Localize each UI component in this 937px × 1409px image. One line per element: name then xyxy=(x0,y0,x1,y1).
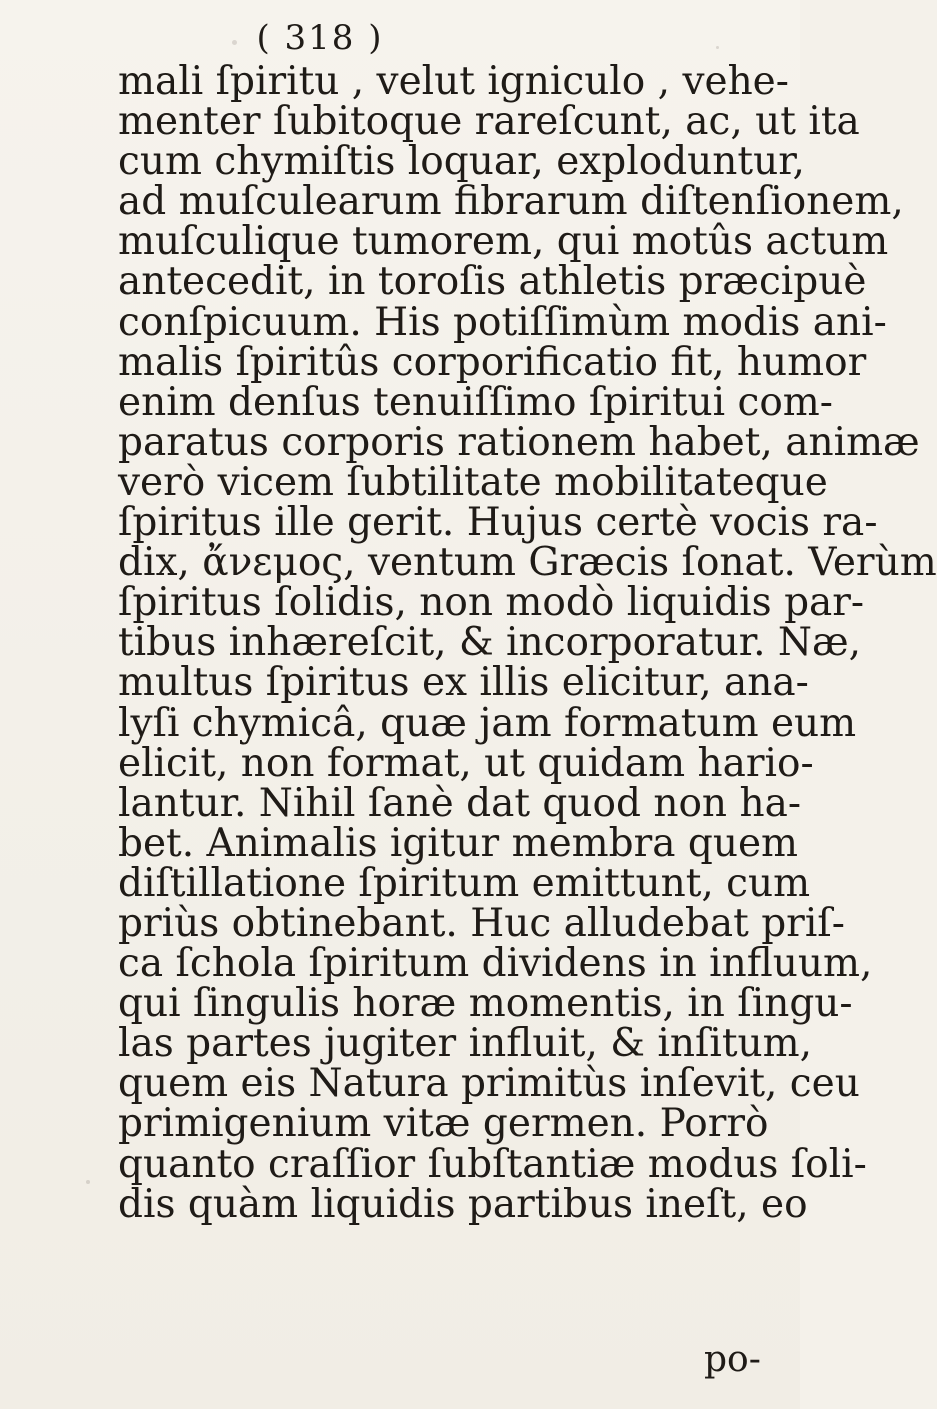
text-line: verò vicem ſubtilitate mobilitateque xyxy=(118,459,828,505)
text-line: mali ſpiritu , velut igniculo , vehe- xyxy=(118,59,789,104)
text-line: diſtillatione ſpiritum emittunt, cum xyxy=(118,860,811,906)
text-line: ſpiritus ille gerit. Hujus certè vocis ra- xyxy=(118,500,878,546)
text-line: priùs obtinebant. Huc alludebat priſ- xyxy=(118,900,845,946)
text-line: conſpicuum. His potiſſimùm modis ani- xyxy=(118,299,887,345)
text-line: bet. Animalis igitur membra quem xyxy=(118,820,799,866)
page-header xyxy=(0,18,800,58)
text-line: elicit, non format, ut quidam hario- xyxy=(118,740,814,786)
text-line: paratus corporis rationem habet, animæ xyxy=(118,419,920,465)
catchword: po- xyxy=(704,1339,761,1380)
text-line: qui ſingulis horæ momentis, in ſingu- xyxy=(118,981,853,1027)
text-line: lantur. Nihil ſanè dat quod non ha- xyxy=(118,780,801,826)
text-line: multus ſpiritus ex illis elicitur, ana- xyxy=(118,660,809,706)
text-line: muſculique tumorem, qui motûs actum xyxy=(118,219,889,265)
text-line: quanto craſſior ſubſtantiæ modus ſoli- xyxy=(118,1141,867,1187)
text-line: las partes jugiter influit, & inſitum, xyxy=(118,1021,813,1067)
text-line: cum chymiſtis loquar, exploduntur, xyxy=(118,139,805,185)
paper-speck xyxy=(716,46,719,49)
text-line: ca ſchola ſpiritum dividens in influum, xyxy=(118,941,873,987)
text-line: primigenium vitæ germen. Porrò xyxy=(118,1101,769,1147)
paper-speck xyxy=(232,40,237,45)
text-line: quem eis Natura primitùs inſevit, ceu xyxy=(118,1061,860,1107)
text-line: tibus inhæreſcit, & incorporatur. Næ, xyxy=(118,620,862,666)
text-line: malis ſpiritûs corporificatio fit, humor xyxy=(118,339,867,385)
text-line: lyſi chymicâ, quæ jam formatum eum xyxy=(118,700,857,746)
text-line: ſpiritus ſolidis, non modò liquidis par- xyxy=(118,580,865,626)
text-line: enim denſus tenuiſſimo ſpiritui com- xyxy=(118,379,833,425)
body-text xyxy=(118,59,937,1227)
text-line: ad muſculearum fibrarum diſtenſionem, xyxy=(118,179,904,225)
text-line: dis quàm liquidis partibus ineſt, eo xyxy=(118,1181,808,1227)
text-line: antecedit, in toroſis athletis præcipuè xyxy=(118,259,867,305)
text-line: dix, ἄνεμος, ventum Græcis ſonat. Verùm xyxy=(118,540,937,586)
paper-speck xyxy=(86,1180,90,1184)
text-line: menter ſubitoque rareſcunt, ac, ut ita xyxy=(118,99,860,145)
page-number: ( 318 ) xyxy=(256,18,384,58)
